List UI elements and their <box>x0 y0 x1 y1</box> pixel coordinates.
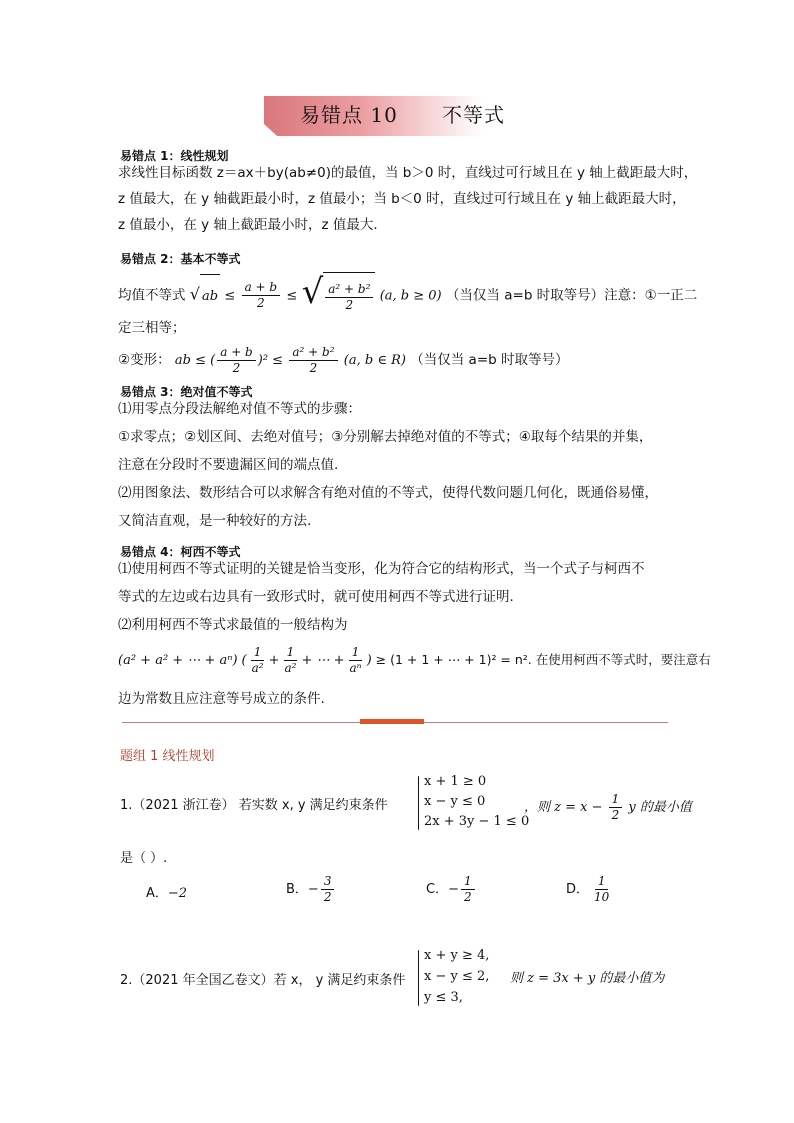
q2-stem: 2.（2021 年全国乙卷文）若 x， y 满足约束条件 <box>120 973 406 988</box>
q1-stem: 1.（2021 浙江卷） 若实数 x, y 满足约束条件 <box>120 798 388 813</box>
mean-inequality-note: （当仅当 a=b 时取等号）注意：①一正二 <box>445 287 698 304</box>
section-1-line-3: z 值最小，在 y 轴上截距最小时，z 值最大. <box>118 217 378 233</box>
section-1-heading: 易错点 1：线性规划 <box>120 149 229 163</box>
q1-option-a[interactable]: A．−2 <box>146 886 188 901</box>
group-heading: 题组 1 线性规划 <box>120 749 215 764</box>
cauchy-formula: (a² + a² + ⋯ + aⁿ) ( $\frac{1}{\text{a²}}$ + $\frac{1}{\text{a²}}$ + ⋯ + $\frac{1}{\text{aⁿ}}$ ) ≥ (1 + 1 + ⋯ + 1)² = n². 在使用柯西不等式时，要注意右 <box>118 645 711 675</box>
variant-note: （当仅当 a=b 时取等号） <box>410 352 569 368</box>
q1-option-d[interactable]: D． $\frac{1}{10}$ <box>566 874 610 904</box>
section-2-line-1: 均值不等式 √ ab ≤ $\frac{a + b}{2}$ ≤ √ $\frac{\text{a² + b²}}{2}$ (a, b ≥ 0) （当仅当 a=b 时取等号）注意：①一正二 <box>118 272 678 319</box>
q1-tail: 是（ ）. <box>120 851 168 866</box>
section-3-line-4: ⑵用图象法、数形结合可以求解含有绝对值的不等式，使得代数问题几何化，既通俗易懂， <box>118 485 658 501</box>
section-3-line-3: 注意在分段时不要遗漏区间的端点值. <box>118 457 339 473</box>
q2-constraint-2: x − y ≤ 2, <box>424 969 490 984</box>
divider-accent <box>360 719 424 724</box>
q1-target-tail: y 的最小值 <box>628 800 692 815</box>
section-1-line-2: z 值最大，在 y 轴截距最小时，z 值最小；当 b＜0 时，直线过可行域且在 y 轴上截距最大时， <box>118 191 686 207</box>
section-2-line-2: 定三相等； <box>118 320 186 336</box>
section-3-line-5: 又简洁直观，是一种较好的方法. <box>118 513 312 529</box>
q1-constraint-3: 2x + 3y − 1 ≤ 0 <box>424 814 530 829</box>
q1-constraint-1: x + 1 ≥ 0 <box>424 774 487 789</box>
q1-target-text: ，则 z = x − <box>524 800 603 815</box>
section-2-line-3: ②变形： ab ≤ ( $\frac{a + b}{2}$ )² ≤ $\frac{\text{a² + b²}}{2}$ (a, b ∈ R) （当仅当 a=b 时取等号） <box>118 344 569 375</box>
q1-target: ，则 z = x − $\frac{1}{2}$ y 的最小值 <box>524 792 692 822</box>
q1-option-c[interactable]: C．− $\frac{1}{2}$ <box>426 874 477 905</box>
mean-inequality-label: 均值不等式 <box>118 287 186 304</box>
section-4-line-1: ⑴使用柯西不等式证明的关键是恰当变形，化为符合它的结构形式，当一个式子与柯西不 <box>118 561 645 577</box>
section-2-heading: 易错点 2：基本不等式 <box>120 252 241 266</box>
variant-label: ②变形： <box>118 352 171 368</box>
mean-inequality-condition: (a, b ≥ 0) <box>379 288 442 304</box>
section-1-line-1: 求线性目标函数 z＝ax＋by(ab≠0)的最值，当 b＞0 时，直线过可行域且在 y 轴上截距最大时， <box>118 165 698 181</box>
q1-constraint-2: x − y ≤ 0 <box>424 794 486 809</box>
q2-constraint-3: y ≤ 3, <box>424 990 463 1005</box>
section-3-line-2: ①求零点；②划区间、去绝对值号；③分别解去掉绝对值的不等式；④取每个结果的并集， <box>118 429 653 445</box>
section-3-line-1: ⑴用零点分段法解绝对值不等式的步骤： <box>118 401 361 417</box>
q2-brace <box>418 950 419 1006</box>
page-title: 易错点 10 不等式 <box>300 103 505 127</box>
section-4-heading: 易错点 4：柯西不等式 <box>120 545 241 559</box>
section-3-heading: 易错点 3：绝对值不等式 <box>120 385 253 399</box>
variant-condition: (a, b ∈ R) <box>343 353 406 368</box>
section-4-line-2: 等式的左边或右边具有一致形式时，就可使用柯西不等式进行证明. <box>118 589 514 605</box>
q2-tail: 则 z = 3x + y 的最小值为 <box>510 971 665 986</box>
q2-constraint-1: x + y ≥ 4, <box>424 948 490 963</box>
q1-option-b[interactable]: B．− $\frac{3}{2}$ <box>286 874 336 905</box>
section-4-last-line: 边为常数且应注意等号成立的条件. <box>118 691 325 707</box>
cauchy-formula-left: (a² + a² + ⋯ + aⁿ) <box>118 653 238 668</box>
cauchy-formula-right: ≥ (1 + 1 + ⋯ + 1)² = n². 在使用柯西不等式时，要注意右 <box>375 652 711 667</box>
section-4-line-3: ⑵利用柯西不等式求最值的一般结构为 <box>118 617 348 633</box>
q1-brace <box>418 776 419 830</box>
